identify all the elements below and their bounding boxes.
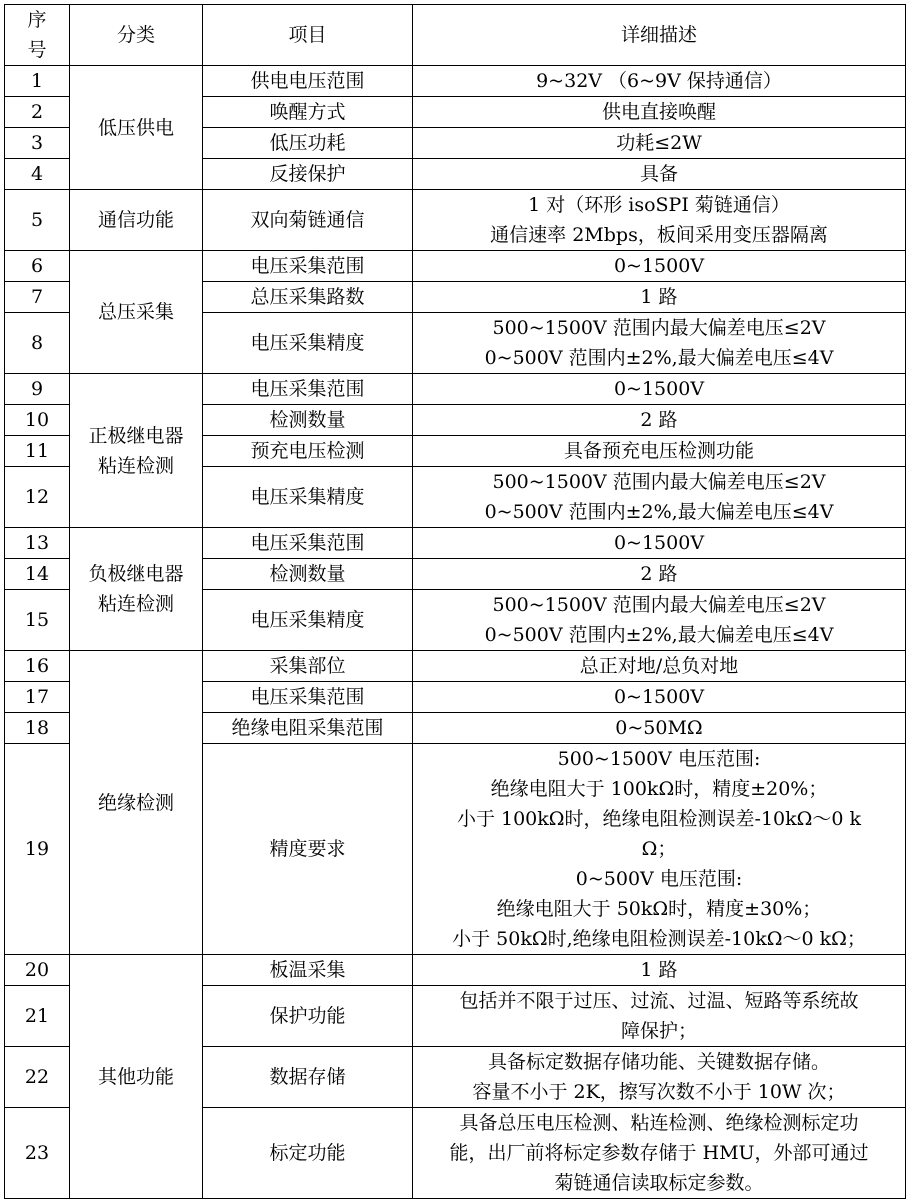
description-line: 500~1500V 范围内最大偏差电压≤2V xyxy=(492,594,826,616)
table-row xyxy=(5,955,906,986)
description-line: 具备 xyxy=(639,163,678,185)
item-cell: 预充电压检测 xyxy=(203,436,413,467)
item-cell: 标定功能 xyxy=(203,1108,413,1199)
description-cell xyxy=(413,313,906,374)
item-cell: 电压采集精度 xyxy=(203,467,413,528)
description-cell xyxy=(413,528,906,559)
row-number: 14 xyxy=(5,559,70,590)
category-line: 低压供电 xyxy=(97,116,174,139)
row-number: 3 xyxy=(5,128,70,159)
item-cell: 绝缘电阻采集范围 xyxy=(203,713,413,744)
table-row xyxy=(5,190,906,251)
description-line: 障保护； xyxy=(620,1020,697,1042)
description-cell xyxy=(413,190,906,251)
row-number: 2 xyxy=(5,97,70,128)
description-line: 1 路 xyxy=(640,286,678,308)
description-cell xyxy=(413,467,906,528)
description-line: 功耗≤2W xyxy=(616,132,702,154)
category-cell xyxy=(70,374,203,528)
header-description: 详细描述 xyxy=(413,5,906,66)
row-number: 4 xyxy=(5,159,70,190)
item-cell: 采集部位 xyxy=(203,651,413,682)
item-cell: 电压采集精度 xyxy=(203,590,413,651)
description-cell xyxy=(413,1108,906,1199)
description-cell xyxy=(413,1047,906,1108)
description-cell xyxy=(413,282,906,313)
description-line: 具备标定数据存储功能、关键数据存储。 xyxy=(487,1051,830,1073)
description-cell xyxy=(413,559,906,590)
item-cell: 电压采集范围 xyxy=(203,528,413,559)
description-line: 0~1500V xyxy=(613,532,705,554)
category-cell xyxy=(70,190,203,251)
item-cell: 反接保护 xyxy=(203,159,413,190)
row-number: 11 xyxy=(5,436,70,467)
header-seq-line: 序 xyxy=(27,9,47,31)
description-cell xyxy=(413,66,906,97)
header-item: 项目 xyxy=(203,5,413,66)
description-line: 0~1500V xyxy=(613,378,705,400)
description-cell xyxy=(413,590,906,651)
item-cell: 低压功耗 xyxy=(203,128,413,159)
category-cell xyxy=(70,528,203,651)
row-number: 18 xyxy=(5,713,70,744)
row-number: 1 xyxy=(5,66,70,97)
description-cell xyxy=(413,374,906,405)
category-line: 绝缘检测 xyxy=(97,791,174,814)
row-number: 19 xyxy=(5,744,70,955)
description-line: 2 路 xyxy=(640,409,678,431)
item-cell: 唤醒方式 xyxy=(203,97,413,128)
header-category: 分类 xyxy=(70,5,203,66)
description-line: 具备总压电压检测、粘连检测、绝缘检测标定功 xyxy=(459,1112,859,1134)
row-number: 22 xyxy=(5,1047,70,1108)
description-cell xyxy=(413,405,906,436)
item-cell: 供电电压范围 xyxy=(203,66,413,97)
item-cell: 电压采集范围 xyxy=(203,682,413,713)
category-line: 正极继电器 xyxy=(88,424,184,447)
item-cell: 精度要求 xyxy=(203,744,413,955)
row-number: 17 xyxy=(5,682,70,713)
description-cell xyxy=(413,955,906,986)
description-cell xyxy=(413,713,906,744)
category-cell xyxy=(70,651,203,955)
item-cell: 双向菊链通信 xyxy=(203,190,413,251)
description-line: 能，出厂前将标定参数存储于 HMU，外部可通过 xyxy=(449,1142,869,1164)
category-cell xyxy=(70,955,203,1199)
description-line: 2 路 xyxy=(640,563,678,585)
item-cell: 检测数量 xyxy=(203,559,413,590)
description-cell xyxy=(413,682,906,713)
row-number: 21 xyxy=(5,986,70,1047)
header-seq-line: 号 xyxy=(27,39,47,61)
description-line: 0~1500V xyxy=(613,255,705,277)
description-line: 容量不小于 2K，擦写次数不小于 10W 次； xyxy=(472,1081,846,1103)
item-cell: 检测数量 xyxy=(203,405,413,436)
table-row xyxy=(5,66,906,97)
category-cell xyxy=(70,251,203,374)
category-line: 粘连检测 xyxy=(97,593,174,615)
row-number: 7 xyxy=(5,282,70,313)
description-line: 1 路 xyxy=(640,959,678,981)
item-cell: 电压采集范围 xyxy=(203,374,413,405)
category-line: 其他功能 xyxy=(97,1065,174,1088)
description-line: 绝缘电阻大于 100kΩ时，精度±20%； xyxy=(490,778,828,800)
category-line: 通信功能 xyxy=(97,209,174,231)
description-cell xyxy=(413,744,906,955)
description-cell xyxy=(413,651,906,682)
description-line: 0~500V 电压范围: xyxy=(575,868,743,890)
spec-table xyxy=(4,4,906,1199)
description-line: 小于 100kΩ时，绝缘电阻检测误差-10kΩ～0 k xyxy=(456,808,862,830)
row-number: 23 xyxy=(5,1108,70,1199)
description-line: 500~1500V 范围内最大偏差电压≤2V xyxy=(492,317,826,339)
description-cell xyxy=(413,97,906,128)
description-line: 菊链通信读取标定参数。 xyxy=(554,1172,764,1194)
row-number: 6 xyxy=(5,251,70,282)
row-number: 5 xyxy=(5,190,70,251)
description-line: Ω； xyxy=(641,838,677,860)
item-cell: 电压采集精度 xyxy=(203,313,413,374)
category-cell xyxy=(70,66,203,190)
description-line: 包括并不限于过压、过流、过温、短路等系统故 xyxy=(459,990,859,1012)
row-number: 9 xyxy=(5,374,70,405)
description-line: 500~1500V 电压范围: xyxy=(557,748,761,770)
description-line: 0~50MΩ xyxy=(615,717,703,739)
description-line: 小于 50kΩ时,绝缘电阻检测误差-10kΩ～0 kΩ； xyxy=(452,928,866,950)
item-cell: 板温采集 xyxy=(203,955,413,986)
table-row xyxy=(5,651,906,682)
row-number: 10 xyxy=(5,405,70,436)
table-row xyxy=(5,374,906,405)
description-line: 供电直接唤醒 xyxy=(601,101,716,123)
description-line: 0~500V 范围内±2%,最大偏差电压≤4V xyxy=(484,501,834,523)
spec-table-body xyxy=(5,5,906,1199)
item-cell: 电压采集范围 xyxy=(203,251,413,282)
header-row xyxy=(5,5,906,66)
description-line: 9~32V （6~9V 保持通信） xyxy=(536,70,782,92)
table-row xyxy=(5,251,906,282)
description-line: 总正对地/总负对地 xyxy=(579,655,739,677)
category-line: 总压采集 xyxy=(97,301,174,323)
item-cell: 保护功能 xyxy=(203,986,413,1047)
row-number: 13 xyxy=(5,528,70,559)
table-row xyxy=(5,528,906,559)
description-line: 具备预充电压检测功能 xyxy=(563,440,754,462)
description-line: 0~500V 范围内±2%,最大偏差电压≤4V xyxy=(484,347,834,369)
description-line: 0~500V 范围内±2%,最大偏差电压≤4V xyxy=(484,624,834,646)
row-number: 16 xyxy=(5,651,70,682)
row-number: 20 xyxy=(5,955,70,986)
description-line: 通信速率 2Mbps，板间采用变压器隔离 xyxy=(490,224,828,246)
description-line: 1 对（环形 isoSPI 菊链通信） xyxy=(528,194,790,216)
description-line: 500~1500V 范围内最大偏差电压≤2V xyxy=(492,471,826,493)
category-line: 粘连检测 xyxy=(97,454,174,477)
row-number: 15 xyxy=(5,590,70,651)
header-seq xyxy=(5,5,70,66)
category-line: 负极继电器 xyxy=(88,563,184,585)
item-cell: 数据存储 xyxy=(203,1047,413,1108)
row-number: 12 xyxy=(5,467,70,528)
description-cell xyxy=(413,986,906,1047)
description-cell xyxy=(413,128,906,159)
description-cell xyxy=(413,436,906,467)
item-cell: 总压采集路数 xyxy=(203,282,413,313)
row-number: 8 xyxy=(5,313,70,374)
description-line: 0~1500V xyxy=(613,686,705,708)
description-line: 绝缘电阻大于 50kΩ时，精度±30%； xyxy=(496,898,822,920)
description-cell xyxy=(413,251,906,282)
description-cell xyxy=(413,159,906,190)
